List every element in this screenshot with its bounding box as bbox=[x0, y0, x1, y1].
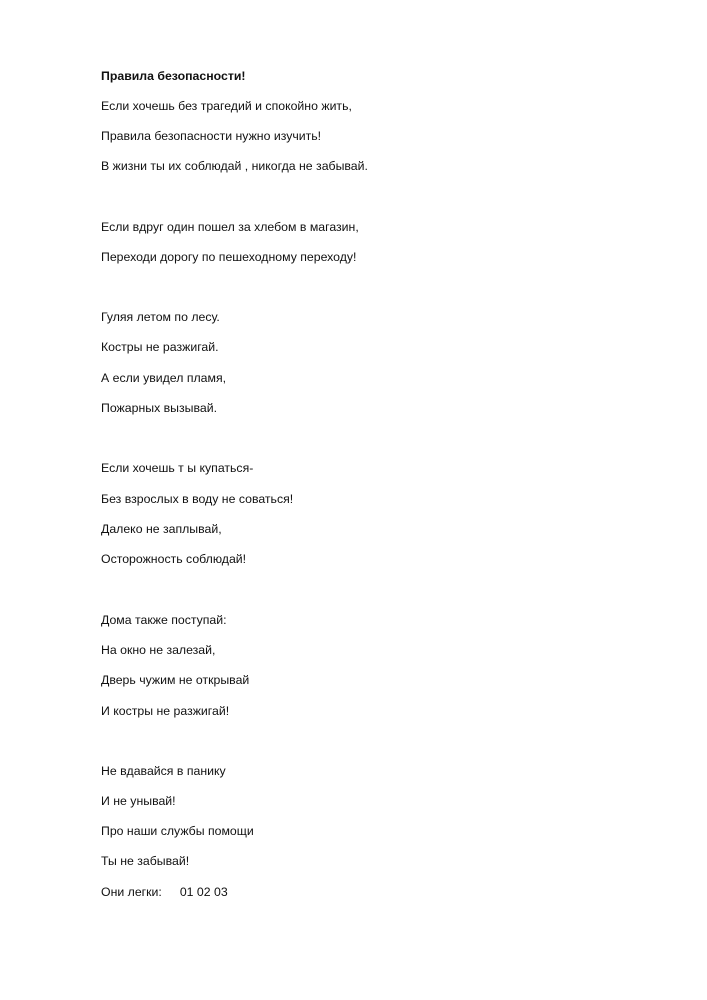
document-title: Правила безопасности! bbox=[101, 69, 246, 83]
final-line-label: Они легки: bbox=[101, 885, 162, 899]
stanza-3-line-2: Костры не разжигай. bbox=[101, 340, 219, 354]
stanza-3-line-4: Пожарных вызывай. bbox=[101, 401, 218, 415]
stanza-5-line-3: Дверь чужим не открывай bbox=[101, 673, 250, 687]
stanza-2-line-2: Переходи дорогу по пешеходному переходу! bbox=[101, 250, 357, 264]
final-line-numbers: 01 02 03 bbox=[179, 885, 228, 899]
stanza-6-line-3: Про наши службы помощи bbox=[101, 824, 254, 838]
stanza-3-line-3: А если увидел пламя, bbox=[101, 371, 227, 385]
stanza-6-line-2: И не унывай! bbox=[101, 794, 176, 808]
stanza-4-line-4: Осторожность соблюдай! bbox=[101, 552, 247, 566]
stanza-4-line-1: Если хочешь т ы купаться- bbox=[101, 461, 254, 475]
stanza-2-line-1: Если вдруг один пошел за хлебом в магазин, bbox=[101, 220, 359, 234]
final-line bbox=[101, 884, 228, 900]
stanza-5-line-2: На окно не залезай, bbox=[101, 643, 216, 657]
stanza-6-line-4: Ты не забывай! bbox=[101, 854, 190, 868]
stanza-5-line-4: И костры не разжигай! bbox=[101, 704, 230, 718]
stanza-1-line-3: В жизни ты их соблюдай , никогда не забывай. bbox=[101, 159, 368, 173]
stanza-1-line-1: Если хочешь без трагедий и спокойно жить, bbox=[101, 99, 352, 113]
stanza-5-line-1: Дома также поступай: bbox=[101, 613, 227, 627]
stanza-3-line-1: Гуляя летом по лесу. bbox=[101, 310, 220, 324]
stanza-6-line-1: Не вдавайся в панику bbox=[101, 764, 226, 778]
stanza-1-line-2: Правила безопасности нужно изучить! bbox=[101, 129, 322, 143]
stanza-4-line-3: Далеко не заплывай, bbox=[101, 522, 222, 536]
stanza-4-line-2: Без взрослых в воду не соваться! bbox=[101, 492, 294, 506]
